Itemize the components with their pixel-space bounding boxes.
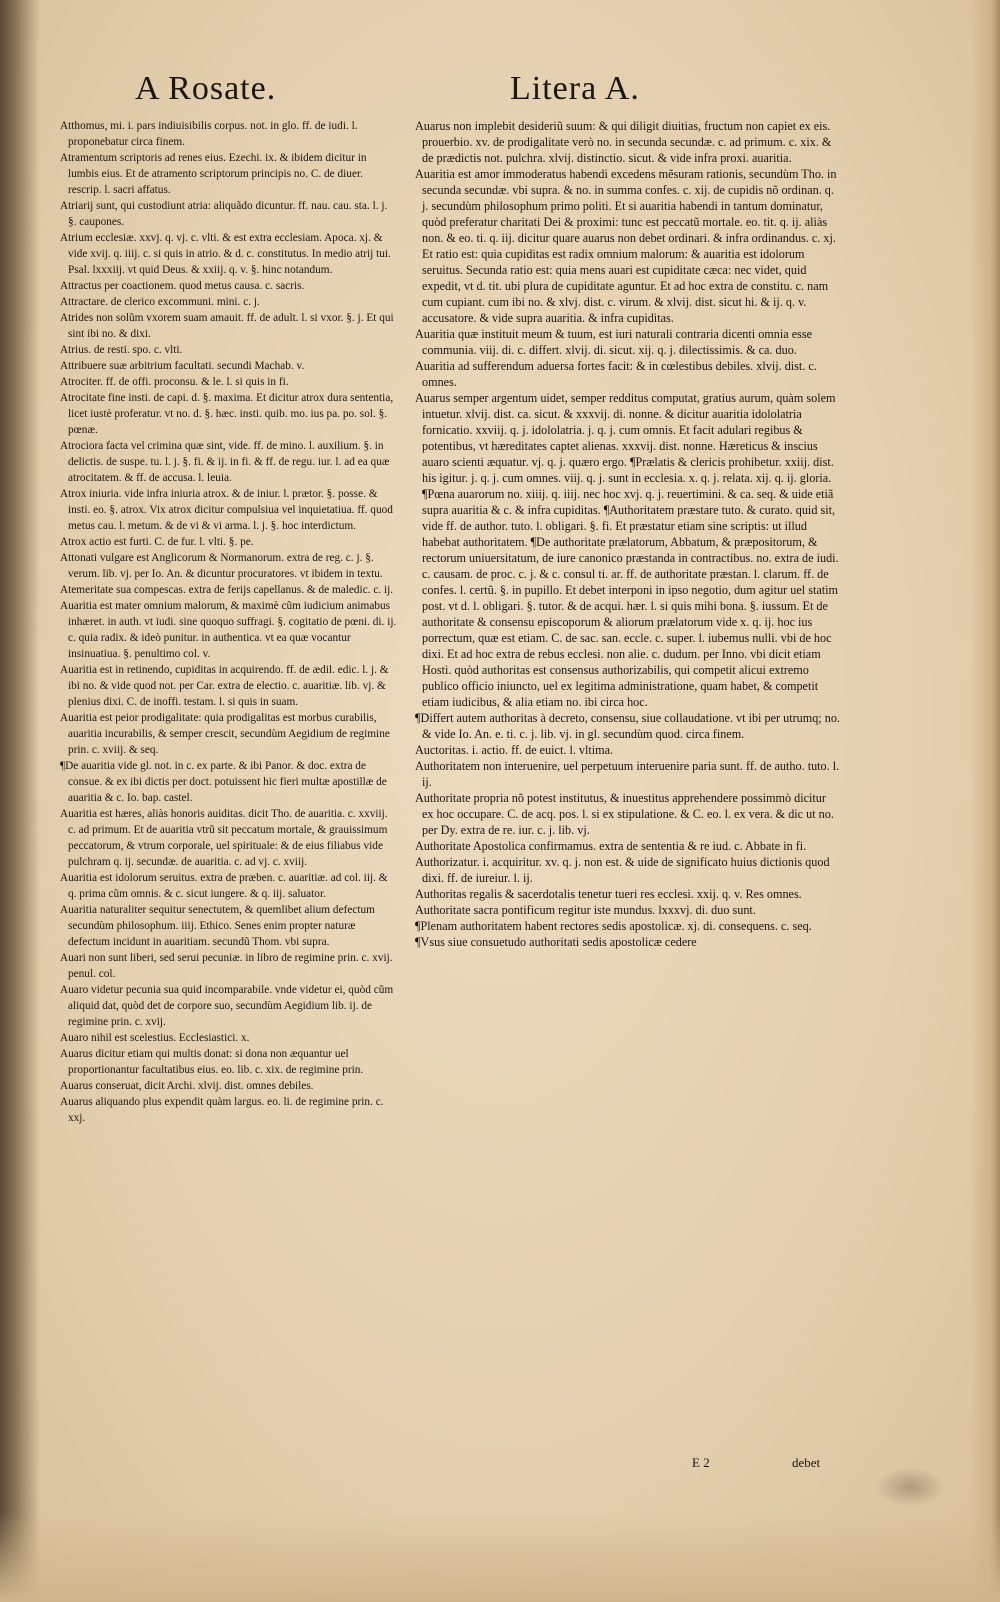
- index-entry: Auaro nihil est scelestius. Ecclesiastici. x.: [60, 1032, 250, 1044]
- index-entry: Authoritate Apostolica confirmamus. extra de sententia & re iud. c. Abbate in fi.: [415, 839, 807, 853]
- index-entry: Authorizatur. i. acquiritur. xv. q. j. non est. & uide de significato huius dictionis quod dixi. ff. de iureiur. l. ij.: [415, 855, 830, 885]
- right-column: [415, 118, 840, 950]
- index-entry: Attonati vulgare est Anglicorum & Normanorum. extra de reg. c. j. §. verum. lib. vj. per Io. An. & dicuntur procuratores. vt ibidem in textu.: [60, 552, 383, 580]
- index-entry: ¶Differt autem authoritas à decreto, consensu, siue collaudatione. vt ibi per utrumq; no. & vide Io. An. e. ti. c. j. lib. vj. in gl. secundùm quod. circa finem.: [415, 711, 840, 741]
- gutter-shadow: [0, 0, 40, 1602]
- page-edge: [970, 0, 1000, 1602]
- index-entry: Atrox iniuria. vide infra iniuria atrox. & de iniur. l. prætor. §. posse. & insti. eo. §. atrox. Vix atrox dicitur compulsiua vel inquietatiua. ff. quod metus cau. l. metum. & de vi & vi arma. l. j. §. hoc interdictum.: [60, 488, 393, 532]
- index-entry: Atrium ecclesiæ. xxvj. q. vj. c. vlti. & est extra ecclesiam. Apoca. xj. & vide xvij. q. iiij. c. si quis in atrio. & d. c. constitutus. In medio atrij tui. Psal. lxxxiij. vt quid Deus. & xxiij. q. v. §. hinc notandum.: [60, 232, 391, 276]
- index-entry: Auarus non implebit desideriũ suum: & qui diligit diuitias, fructum non capiet ex eis. prouerbio. xv. de prodigalitate verò no. in secunda secundæ. c. ad primum. c. xix. & de prædictis not. pulchra. xlvij. distinctio. sicut. & vide infra proxi. auaritia.: [415, 119, 832, 165]
- index-entry: Atriarij sunt, qui custodiunt atria: aliquãdo dicuntur. ff. nau. cau. sta. l. j. §. caupones.: [60, 200, 388, 228]
- index-entry: Auaritia ad sufferendum aduersa fortes facit: & in cœlestibus debiles. xlvij. dist. c. omnes.: [415, 359, 817, 389]
- running-head-right: Litera A.: [510, 70, 640, 107]
- bottom-shade: [0, 1512, 1000, 1602]
- index-entry: Atrides non solũm vxorem suam amauit. ff. de adult. l. si vxor. §. j. Et qui sint ibi no. & dixi.: [60, 312, 394, 340]
- index-entry: Auaritia est mater omnium malorum, & maximè cũm iudicium animabus inhæret. in auth. vt iudi. sine quoquo suffragi. §. cogitatio de pœni. di. ij. c. quia radix. & ideò punitur. in authentica. vt ea quæ vocantur insinuatiua. §. penultimo col. v.: [60, 600, 397, 660]
- index-entry: ¶Vsus siue consuetudo authoritati sedis apostolicæ cedere: [415, 935, 697, 949]
- running-head-left: A Rosate.: [135, 70, 277, 107]
- index-entry: Auaritia quæ instituit meum & tuum, est iuri naturali contraria dicenti omnia esse communia. viij. di. c. differt. xlvij. di. sicut. xij. q. j. dilectissimis. & ca. duo.: [415, 327, 813, 357]
- index-entry: Auaritia est in retinendo, cupiditas in acquirendo. ff. de ædil. edic. l. j. & ibi no. & vide quod not. per Car. extra de electio. c. auaritiæ. lib. vj. & plenius dixi. C. de inoffi. testam. l. si quis in suam.: [60, 664, 389, 708]
- left-column: [60, 118, 398, 1126]
- index-entry: Auaritia est peior prodigalitate: quia prodigalitas est morbus curabilis, auaritia incurabilis, & semper crescit, secundùm Aegidium de regimine prin. c. xviij. & seq.: [60, 712, 390, 756]
- index-entry: Auaro videtur pecunia sua quid incomparabile. vnde videtur ei, quòd cũm aliquid dat, quòd det de corpore suo, secundùm Aegidium lib. ij. de regimine prin. c. xvij.: [60, 984, 394, 1028]
- index-entry: Auaritia est idolorum seruitus. extra de præben. c. auaritiæ. ad col. iij. & q. prima cũm omnis. & c. sicut iungere. & q. iij. saluator.: [60, 872, 388, 900]
- signature-mark: E 2: [692, 1455, 710, 1470]
- index-entry: Authoritate sacra pontificum regitur iste mundus. lxxxvj. di. duo sunt.: [415, 903, 756, 917]
- index-entry: Attractare. de clerico excommuni. mini. c. j.: [60, 296, 260, 308]
- index-entry: Auarus dicitur etiam qui multis donat: si dona non æquantur uel proportionantur facultatibus eius. eo. lib. c. xix. de regimine prin.: [60, 1048, 364, 1076]
- index-entry: Attribuere suæ arbitrium facultati. secundi Machab. v.: [60, 360, 305, 372]
- index-entry: Auarus aliquando plus expendit quàm largus. eo. li. de regimine prin. c. xxj.: [60, 1096, 384, 1124]
- index-entry: Auaritia est hæres, aliàs honoris auiditas. dicit Tho. de auaritia. c. xxviij. c. ad primum. Et de auaritia vtrũ sit peccatum mortale, & grauissimum peccatorum, & vtrum corporale, uel spirituale: & de eius filiabus vide pulchram q. ij. secundæ. de auaritia. c. ad vj. c. xviij.: [60, 808, 388, 868]
- index-entry: Atrocitate fine insti. de capi. d. §. maxima. Et dicitur atrox dura sententia, licet iustè proferatur. vt no. d. §. hæc. insti. quib. mo. ius pa. po. sol. §. pœnæ.: [60, 392, 394, 436]
- index-entry: Atrox actio est furti. C. de fur. l. vlti. §. pe.: [60, 536, 254, 548]
- index-entry: Authoritas regalis & sacerdotalis tenetur tueri res ecclesi. xxij. q. v. Res omnes.: [415, 887, 802, 901]
- index-entry: Auctoritas. i. actio. ff. de euict. l. vltima.: [415, 743, 614, 757]
- index-entry: Auarus conseruat, dicit Archi. xlvij. dist. omnes debiles.: [60, 1080, 314, 1092]
- index-entry: Auaritia est amor immoderatus habendi excedens mẽsuram rationis, secundùm Tho. in secunda secundæ. vbi supra. & no. in summa confes. c. xij. de cupidis nõ ordinan. q. j. secundùm philosophum primo politi. Et si auaritia habendi in tantum dominatur, quòd preferatur charitati Dei & proximi: tunc est peccatũ mortale. eo. tit. q. ij. aliàs non. & eo. ti. q. iij. dicitur quare auarus non debet ordinari. & infra ordinandus. c. xj. Et ratio est: quia cupiditas est radix omnium malorum: & auaritia est idolorum seruitus. Secunda ratio est: quia mens auari est cupiditate cæca: nec videt, quid expedit, vt d. tit. ubi plura de cupiditate aguntur. Et ad hoc extra de constitu. c. nam cum cupiant. cum ibi no. & xlvj. dist. c. virum. & xlvij. dist. sicut hi. & ij. q. v. accusatore. & vide supra auaritia. & infra cupiditas.: [415, 167, 837, 325]
- catchword: debet: [792, 1455, 821, 1470]
- index-entry: Authoritate propria nõ potest institutus, & inuestitus apprehendere possimmò dicitur ex hoc occupare. C. de acq. pos. l. si ex stipulatione. & C. eo. l. ex vera. & dic ut no. per Dy. extra de re. iur. c. j. lib. vj.: [415, 791, 834, 837]
- index-entry: Atrius. de resti. spo. c. vlti.: [60, 344, 183, 356]
- index-entry: Authoritatem non interuenire, uel perpetuum interuenire paria sunt. ff. de autho. tuto. l. ij.: [415, 759, 840, 789]
- index-entry: ¶Plenam authoritatem habent rectores sedis apostolicæ. xj. di. consequens. c. seq.: [415, 919, 812, 933]
- index-entry: Atemeritate sua compescas. extra de ferijs capellanus. & de maledic. c. ij.: [60, 584, 394, 596]
- index-entry: Auaritia naturaliter sequitur senectutem, & quemlibet alium defectum secundùm philosophum. iiij. Ethico. Senes enim propter naturæ defectum incidunt in auaritiam. secundũ Thom. vbi supra.: [60, 904, 375, 948]
- index-entry: ¶De auaritia vide gl. not. in c. ex parte. & ibi Panor. & doc. extra de consue. & ex ibi dictis per doct. potuissent hic fieri multæ apostillæ de auaritia & c. Io. bap. castel.: [60, 760, 387, 804]
- index-entry: Auari non sunt liberi, sed serui pecuniæ. in libro de regimine prin. c. xvij. penul. col.: [60, 952, 393, 980]
- index-entry: Attractus per coactionem. quod metus causa. c. sacris.: [60, 280, 305, 292]
- index-entry: Atramentum scriptoris ad renes eius. Ezechi. ix. & ibidem dicitur in lumbis eius. Et de atramento scriptorum principis no. C. de diuer. rescrip. l. sacri affatus.: [60, 152, 367, 196]
- index-entry: Atthomus, mi. i. pars indiuisibilis corpus. not. in glo. ff. de iudi. l. proponebatur circa finem.: [60, 120, 358, 148]
- index-entry: Atrociter. ff. de offi. proconsu. & le. l. si quis in fi.: [60, 376, 289, 388]
- index-entry: Auarus semper argentum uidet, semper redditus computat, gratius aurum, quàm solem intuetur. xlvij. dist. ca. sicut. & xxxvij. di. nonne. & dicitur auaritia idololatria fornicatio. xxviij. q. j. idololatria. j. q. j. cum omnis. Et facit adulari regibus & potentibus, vt hæreditates captet alienas. xxxvij. dist. nonne. Hæreticus & inscius auaro scienti æquatur. vj. q. j. quæro ergo. ¶Prælatis & clericis prohibetur. xxiij. dist. his igitur. j. q. j. cum omnes. viij. q. j. sunt in ecclesia. x. q. j. relata. xij. q. ij. gloria. ¶Pœna auarorum no. xiiij. q. iiij. nec hoc xvj. q. j. reuertimini. & ca. seq. & uide etiã supra auaritia & c. & infra cupiditas. ¶Authoritatem præstare tuto. & curato. quid sit, vide ff. de author. tuto. l. obligari. §. fi. Et præstatur etiam sine scriptis: ut illud habebat authoritatem. ¶De authoritate prælatorum, Abbatum, & præpositorum, & rectorum uniuersitatum, de iure canonico præstanda in contractibus. no. extra de iudi. c. causam. de proc. c. j. & c. consul ti. ar. ff. de authoritate præstan. l. clarum. ff. de confes. l. certũ. §. in pupillo. Et debet interponi in ipso negotio, dum agitur uel statim post. vt d. l. obligari. §. tutor. & de acqui. hær. l. si quis mihi bona. §. iussum. Et de authoritate & consensu episcoporum & aliorum prælatorum vide x. q. ij. hoc ius porrectum, quæ est etiam. C. de sac. san. eccle. c. super. l. iubemus nulli. vbi de hoc dixi. Et ad hoc extra de rebus ecclesi. non alie. c. dudum. per Inno. vbi dicit etiam Hosti. quòd authoritas est consensus authorizabilis, qui competit alicui extremo publico officio iniuncto, uel ex legitima administratione, quam habet, & competit etiam iudicibus, & alia etiam no. ibi circa hoc.: [415, 391, 839, 709]
- page-stain: [875, 1467, 945, 1507]
- index-entry: Atrociora facta vel crimina quæ sint, vide. ff. de mino. l. auxilium. §. in delictis. de suspe. tu. l. j. §. fi. & ij. in fi. & ff. de regu. iur. l. ad ea quæ atrocitatem. & ff. de accusa. l. leuia.: [60, 440, 390, 484]
